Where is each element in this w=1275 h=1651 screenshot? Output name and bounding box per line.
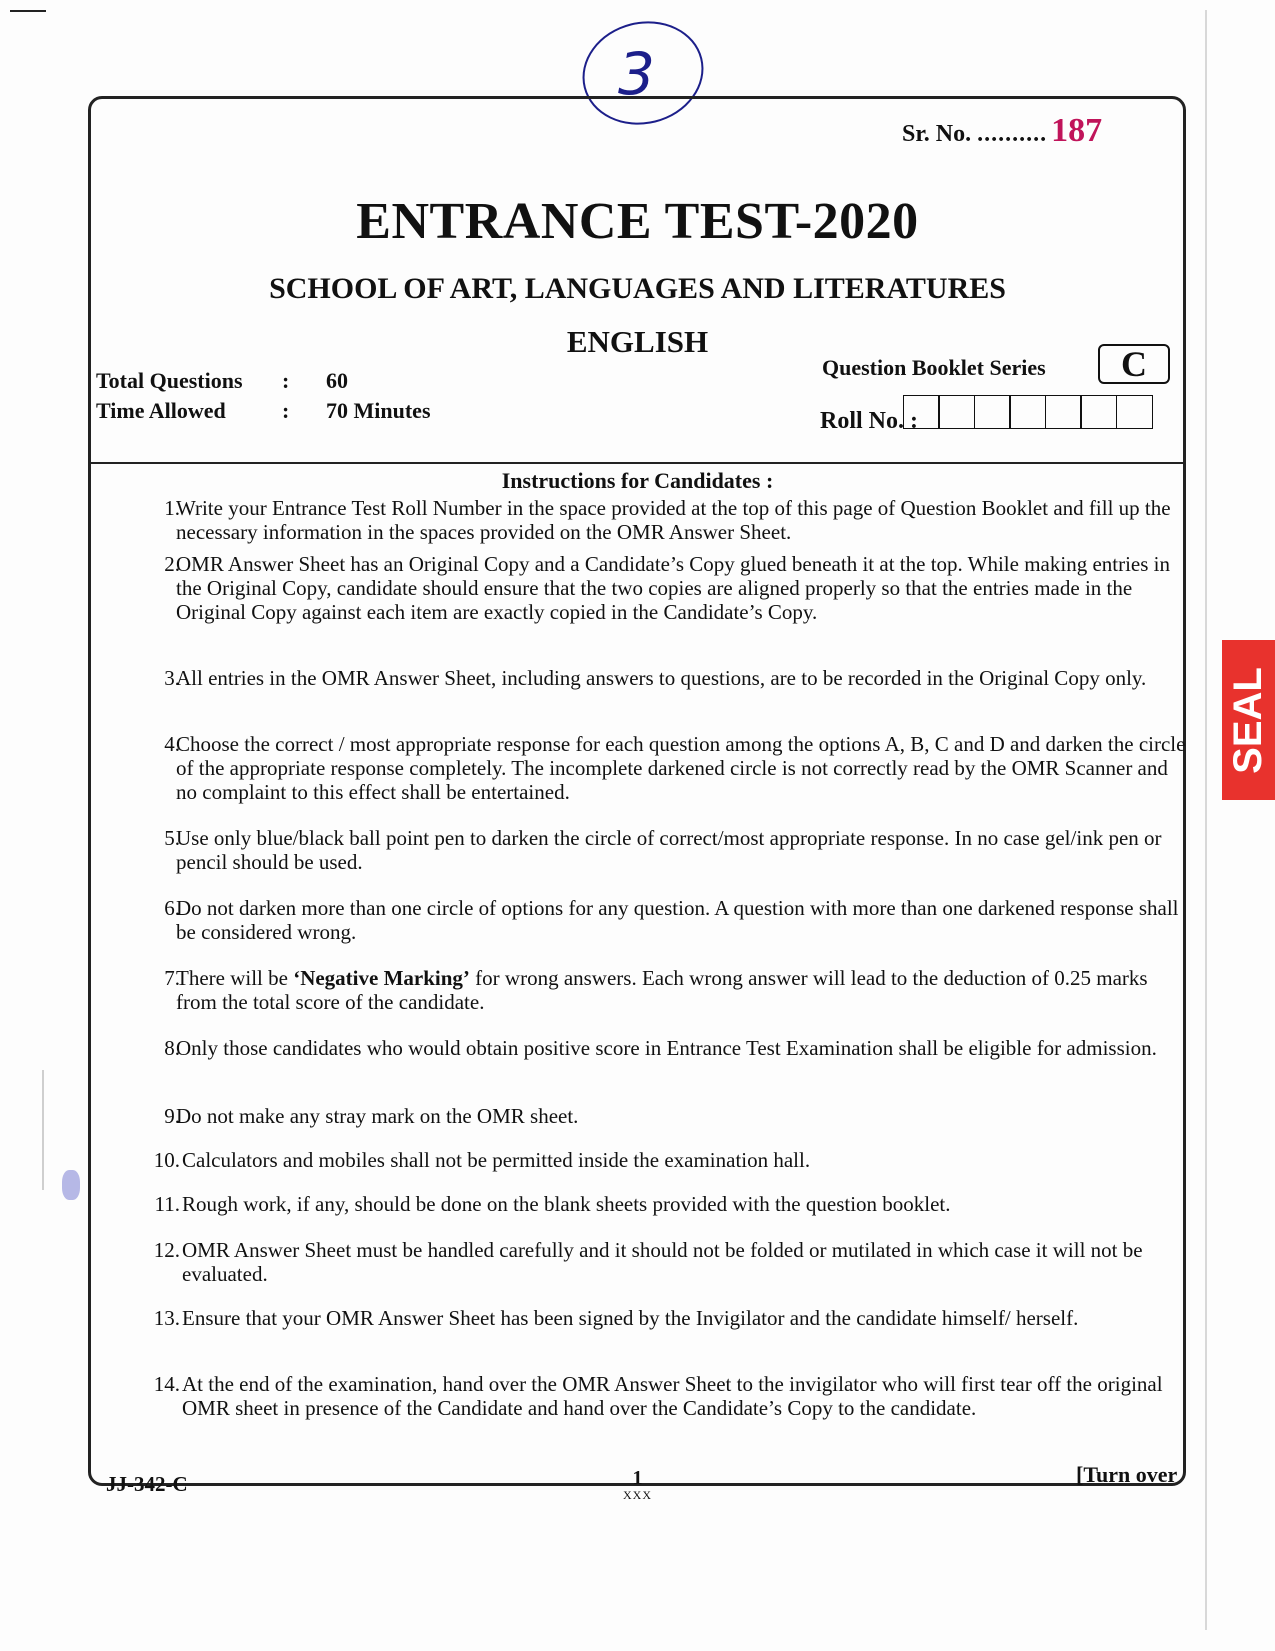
time-allowed-value: 70 Minutes: [326, 398, 431, 423]
roll-digit-box[interactable]: [1116, 395, 1153, 429]
instruction-item: 14. At the end of the examination, hand over the OMR Answer Sheet to the invigilator who will first tear off the original OMR sheet in presence of the Candidate and hand over the Candidate’s Copy to the candidate.: [153, 1372, 1163, 1420]
instruction-item: 10. Calculators and mobiles shall not be permitted inside the examination hall.: [153, 1148, 811, 1172]
instruction-item: 11. Rough work, if any, should be done on the blank sheets provided with the question booklet.: [154, 1192, 951, 1216]
subject-name: ENGLISH: [566, 324, 709, 359]
total-questions-label: Total Questions: [96, 368, 243, 393]
roll-number-label: Roll No. :: [820, 408, 918, 434]
section-divider: [90, 462, 1184, 464]
booklet-code: JJ-342-C: [106, 1472, 188, 1496]
instructions-heading: Instructions for Candidates :: [501, 468, 774, 493]
seal-label: SEAL: [1226, 666, 1270, 774]
instruction-item: 4. Choose the correct / most appropriate response for each question among the options A, B, C and D and darken the circle of the appropriate response completely. The incomplete darkened circle is not correctly read by the OMR Scanner and no complaint to this effect shall be entertained.: [164, 732, 1186, 804]
turn-over-note: [Turn over: [1076, 1462, 1178, 1487]
instruction-item: 8. Only those candidates who would obtain positive score in Entrance Test Examination shall be eligible for admission.: [164, 1036, 1157, 1060]
time-allowed-label: Time Allowed: [96, 398, 226, 423]
ink-stain: [62, 1170, 80, 1200]
series-label: Question Booklet Series: [822, 355, 1046, 380]
instruction-item: 5. Use only blue/black ball point pen to darken the circle of correct/most appropriate response. In no case gel/ink pen or pencil should be used.: [164, 826, 1162, 874]
instruction-item: 3. All entries in the OMR Answer Sheet, including answers to questions, are to be recorded in the Original Copy only.: [164, 666, 1147, 690]
total-questions: [96, 368, 348, 394]
roll-digit-box[interactable]: [903, 395, 940, 429]
instruction-item: 13. Ensure that your OMR Answer Sheet has been signed by the Invigilator and the candidate himself/ herself.: [153, 1306, 1079, 1330]
instruction-item: 9. Do not make any stray mark on the OMR sheet.: [164, 1104, 579, 1128]
page-mark: XXX: [623, 1488, 652, 1502]
roll-digit-box[interactable]: [1080, 395, 1117, 429]
handwritten-number: 3: [618, 40, 655, 108]
instruction-item: 12. OMR Answer Sheet must be handled carefully and it should not be folded or mutilated in which case it will not be evaluated.: [153, 1238, 1143, 1286]
series-box: C: [1098, 344, 1170, 384]
page-title: ENTRANCE TEST-2020: [356, 193, 919, 250]
school-name: SCHOOL OF ART, LANGUAGES AND LITERATURES: [269, 272, 1006, 305]
page-corner-mark: [10, 10, 46, 12]
instruction-item: 7. There will be ‘Negative Marking’ for wrong answers. Each wrong answer will lead to the deduction of 0.25 marks from the total score of the candidate.: [164, 966, 1148, 1014]
colon: :: [282, 398, 290, 423]
roll-digit-box[interactable]: [1045, 395, 1082, 429]
roll-digit-box[interactable]: [938, 395, 975, 429]
seal-tab: [1222, 640, 1275, 800]
serial-number-label: Sr. No.: [902, 121, 972, 147]
roll-digit-box[interactable]: [1009, 395, 1046, 429]
negative-marking-emphasis: ‘Negative Marking’: [293, 966, 470, 990]
instruction-item: 2. OMR Answer Sheet has an Original Copy and a Candidate’s Copy glued beneath it at the top. While making entries in the Original Copy, candidate should ensure that the two copies are aligned properly so that the entries made in the Original Copy against each item are exactly copied in the Candidate’s Copy.: [164, 552, 1171, 624]
roll-number-boxes[interactable]: [904, 395, 1153, 429]
serial-number-value: 187: [1051, 112, 1103, 149]
colon: :: [282, 368, 290, 393]
page-edge: [1205, 10, 1207, 1630]
total-questions-value: 60: [326, 368, 348, 393]
scan-edge-mark: [42, 1070, 44, 1190]
roll-digit-box[interactable]: [974, 395, 1011, 429]
serial-number: [902, 112, 1102, 150]
instruction-item: 6. Do not darken more than one circle of options for any question. A question with more than one darkened response shall be considered wrong.: [164, 896, 1179, 944]
page-number: 1: [632, 1467, 643, 1489]
time-allowed: [96, 398, 431, 424]
serial-number-dots: ..........: [977, 121, 1048, 147]
instruction-item: 1. Write your Entrance Test Roll Number in the space provided at the top of this page of Question Booklet and fill up the necessary information in the spaces provided on the OMR Answer Sheet.: [164, 496, 1171, 544]
